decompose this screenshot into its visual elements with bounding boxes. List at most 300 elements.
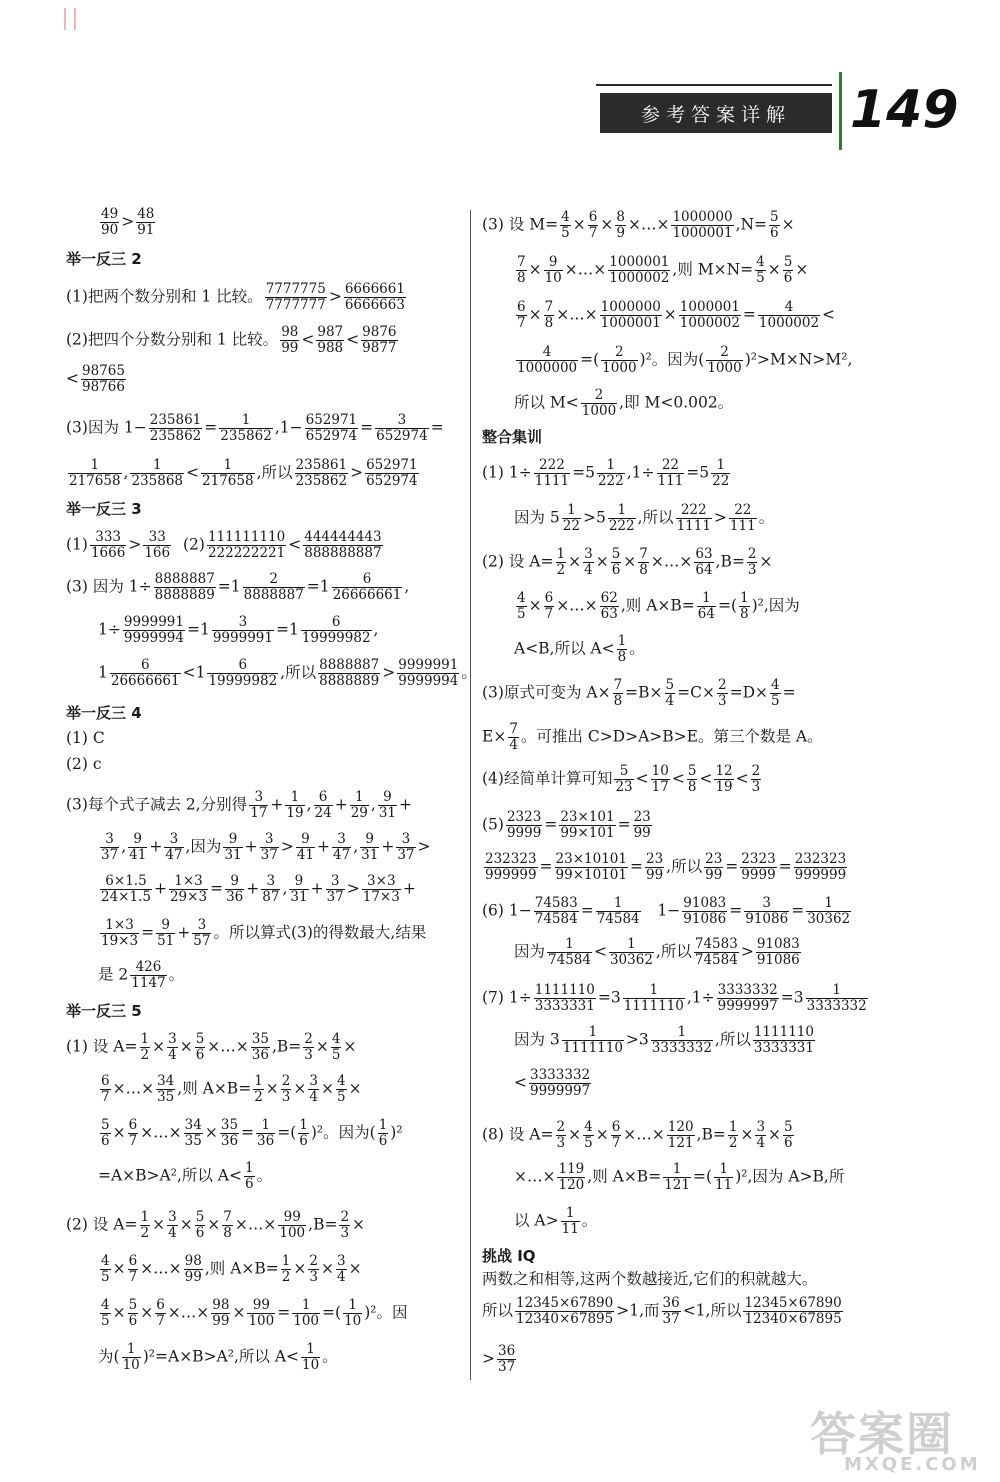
math-text: 所以: [482, 1301, 514, 1320]
math-text: 1: [98, 663, 108, 682]
section-heading: 举一反三 2: [66, 250, 142, 268]
denominator: 99×101: [560, 825, 615, 841]
answer-line: [66, 1032, 356, 1063]
fraction: [100, 1298, 111, 1329]
fraction: [243, 572, 305, 603]
denominator: 2: [281, 1269, 291, 1285]
answer-line: [482, 300, 835, 331]
numerator: 1: [663, 1162, 691, 1178]
fraction: [662, 1296, 681, 1327]
numerator: 7777775: [265, 281, 326, 297]
numerator: 9: [225, 874, 244, 890]
math-text: )²。因为(: [639, 350, 705, 369]
denominator: 22: [712, 473, 730, 489]
denominator: 19999982: [301, 630, 371, 646]
denominator: 235862: [295, 473, 348, 489]
denominator: 11: [715, 1177, 733, 1193]
math-text: ×: [152, 1215, 166, 1234]
denominator: 19: [715, 779, 733, 795]
denominator: 100: [248, 1313, 275, 1329]
fraction: [608, 255, 670, 286]
denominator: 1000: [707, 360, 742, 376]
numerator: 987: [317, 324, 344, 340]
math-text: >1,而: [616, 1301, 660, 1320]
fraction: [581, 388, 617, 419]
numerator: 2: [601, 345, 637, 361]
math-text: +: [381, 837, 395, 856]
math-text: <: [671, 769, 685, 788]
numerator: 5: [783, 254, 793, 270]
denominator: 4: [509, 737, 518, 753]
answer-line: [482, 937, 803, 968]
math-text: ,则 A×B=: [620, 596, 695, 615]
answer-line: [482, 547, 772, 578]
math-text: =: [778, 857, 792, 876]
fraction: [728, 1120, 739, 1151]
fraction: [303, 1032, 314, 1063]
fraction: [249, 790, 268, 821]
math-text: ,则 A×B=: [177, 1079, 252, 1098]
math-text: ×: [112, 1303, 126, 1322]
numerator: 2: [556, 1119, 566, 1135]
fraction: [608, 503, 636, 534]
fraction: [128, 1118, 139, 1149]
math-text: ×…×: [556, 596, 598, 615]
math-text: ×: [265, 1079, 279, 1098]
math-text: ×: [348, 1259, 362, 1278]
numerator: 1: [378, 1117, 388, 1133]
math-text: (3)每个式子减去 2,分别得: [66, 795, 248, 814]
answer-line: [482, 1162, 844, 1193]
math-text: (6) 1−: [482, 901, 532, 920]
numerator: 232323: [794, 851, 847, 867]
fraction: [339, 1210, 350, 1241]
math-text: <: [822, 305, 836, 324]
fraction: [562, 503, 581, 534]
fraction: [534, 458, 570, 489]
denominator: 8888887: [243, 587, 304, 603]
math-text: ×…×: [650, 552, 693, 571]
math-text: 。可推出 C>D>A>B>E。第三个数是 A。: [520, 727, 823, 746]
fraction: [81, 364, 126, 395]
fraction: [770, 678, 781, 709]
answer-line: [66, 1118, 403, 1149]
numerator: 1: [201, 458, 255, 474]
denominator: 4: [584, 562, 593, 578]
fraction: [671, 210, 733, 241]
denominator: 99×10101: [555, 867, 627, 883]
fraction: [195, 1210, 206, 1241]
numerator: 2: [706, 345, 742, 361]
numerator: 2: [304, 1031, 313, 1047]
fraction: [207, 530, 286, 561]
denominator: 91086: [683, 911, 727, 927]
fraction: [140, 1210, 151, 1241]
fraction: [343, 1298, 362, 1329]
denominator: 74584: [596, 911, 640, 927]
numerator: 1: [140, 1209, 150, 1225]
numerator: 1×3: [169, 874, 208, 890]
fraction: [222, 1210, 233, 1241]
math-text: +: [399, 795, 412, 814]
fraction: [617, 634, 628, 665]
math-text: ,所以: [280, 663, 317, 682]
fraction: [663, 1162, 691, 1193]
fraction: [164, 832, 183, 863]
fraction: [149, 413, 203, 444]
fraction: [694, 937, 739, 968]
math-text: (2)把四个分数分别和 1 比较。: [66, 330, 279, 349]
math-text: (3)原式可变为 A×: [482, 683, 611, 702]
numerator: 3: [756, 1119, 766, 1135]
numerator: 2: [581, 388, 617, 404]
numerator: 1: [740, 590, 749, 606]
fraction: [508, 722, 519, 753]
fraction: [289, 874, 308, 905]
numerator: 222: [534, 458, 570, 474]
denominator: 5: [101, 1269, 110, 1285]
math-text: (4)经简单计算可知: [482, 769, 613, 788]
fraction: [682, 896, 727, 927]
edge-marks: [64, 8, 76, 30]
denominator: 3: [717, 693, 727, 709]
math-text: 。所以算式(3)的得数最大,结果: [213, 923, 427, 942]
denominator: 37: [397, 847, 415, 863]
fraction: [704, 852, 723, 883]
denominator: 2: [728, 1135, 738, 1151]
numerator: 3: [332, 832, 351, 848]
answer-line: [66, 530, 385, 561]
math-text: <: [346, 330, 360, 349]
denominator: 29×3: [169, 889, 208, 905]
math-text: =: [617, 815, 631, 834]
numerator: 3: [100, 832, 119, 848]
math-text: 。: [461, 663, 477, 682]
math-text: >: [128, 535, 142, 554]
numerator: 1: [256, 1118, 275, 1134]
numerator: 7: [544, 299, 554, 315]
fraction: [350, 790, 369, 821]
numerator: 48: [137, 206, 155, 222]
answer-line: [66, 207, 157, 238]
fraction: [729, 503, 757, 534]
numerator: 1: [597, 458, 625, 474]
denominator: 3333331: [534, 998, 595, 1014]
fraction: [601, 345, 637, 376]
numerator: 1000001: [679, 299, 740, 315]
denominator: 51: [157, 933, 175, 949]
denominator: 19999982: [208, 673, 278, 689]
answer-line: [482, 1344, 518, 1375]
math-text: ,1÷: [626, 463, 655, 482]
math-text: ×…×: [623, 1125, 665, 1144]
fraction: [156, 918, 175, 949]
denominator: 1000: [602, 360, 637, 376]
denominator: 1000001: [600, 315, 661, 331]
numerator: 7: [639, 546, 648, 562]
math-text: >: [713, 508, 727, 527]
numerator: 7: [613, 677, 623, 693]
fraction: [100, 832, 119, 863]
answer-line: [66, 790, 412, 821]
math-text: <: [593, 942, 607, 961]
math-text: ×: [204, 1123, 218, 1142]
math-text: ,N=: [735, 215, 768, 234]
denominator: 7: [611, 1135, 621, 1151]
answer-line: [66, 572, 409, 603]
denominator: 3: [556, 1135, 566, 1151]
fraction: [122, 1342, 141, 1373]
fraction: [687, 764, 698, 795]
fraction: [100, 1254, 111, 1285]
denominator: 3: [747, 562, 757, 578]
fraction: [583, 1120, 594, 1151]
math-text: >: [328, 287, 342, 306]
answer-line: [482, 458, 732, 489]
answer-line: [482, 678, 796, 709]
numerator: 1: [285, 790, 304, 806]
denominator: 2: [140, 1225, 150, 1241]
fraction: [278, 1210, 306, 1241]
denominator: 9999: [741, 867, 776, 883]
section-title: 参考答案详解: [600, 93, 832, 133]
fraction: [562, 1025, 624, 1056]
numerator: 2: [243, 572, 305, 588]
math-text: =1: [275, 620, 299, 639]
fraction: [484, 852, 538, 883]
math-text: >5: [582, 508, 606, 527]
math-text: ×…×: [514, 1167, 556, 1186]
math-text: (8) 设 A=: [482, 1125, 554, 1144]
fraction: [769, 210, 780, 241]
denominator: 91086: [745, 911, 789, 927]
math-text: ×: [572, 215, 586, 234]
answer-line: [66, 1161, 272, 1192]
denominator: 100: [279, 1225, 306, 1241]
numerator: 426: [130, 960, 166, 976]
denominator: 63: [600, 606, 618, 622]
math-text: A<B,所以 A<: [514, 639, 615, 658]
fraction: [143, 530, 171, 561]
fraction: [667, 1120, 695, 1151]
fraction: [397, 658, 459, 689]
section-heading: 举一反三 5: [66, 1002, 142, 1020]
numerator: 6: [156, 1297, 165, 1313]
fraction: [220, 1118, 239, 1149]
math-text: (1) 1÷: [482, 463, 532, 482]
fraction: [755, 1120, 766, 1151]
numerator: 6: [588, 209, 598, 225]
fraction: [169, 874, 208, 905]
numerator: 4: [101, 1253, 110, 1269]
math-text: (2) 设 A=: [482, 552, 554, 571]
numerator: 1: [806, 896, 851, 912]
denominator: 31: [224, 847, 242, 863]
fraction: [247, 1298, 275, 1329]
fraction: [583, 547, 594, 578]
numerator: 9: [378, 790, 397, 806]
denominator: 1000000: [517, 360, 578, 376]
numerator: 4: [336, 1073, 346, 1089]
fraction: [256, 1118, 275, 1149]
numerator: 3: [326, 874, 345, 890]
fraction: [140, 1032, 151, 1063]
denominator: 37: [260, 847, 278, 863]
math-text: ,则 M×N=: [672, 260, 754, 279]
numerator: 8888887: [319, 657, 380, 673]
denominator: 9999: [506, 825, 542, 841]
denominator: 7: [588, 225, 598, 241]
numerator: 4: [101, 1297, 110, 1313]
answer-line: [66, 1298, 408, 1329]
numerator: 91083: [756, 936, 800, 952]
denominator: 26666661: [332, 587, 402, 603]
fraction: [753, 1025, 815, 1056]
math-text: =3: [597, 988, 621, 1007]
watermark-logo: [810, 1398, 988, 1478]
numerator: 111111110: [207, 529, 286, 545]
numerator: 2: [751, 763, 761, 779]
math-text: ×: [768, 1125, 782, 1144]
fraction: [336, 1074, 347, 1105]
answer-line: (1) C: [66, 729, 105, 747]
denominator: 26666661: [110, 673, 180, 689]
math-text: ×…×: [140, 1123, 182, 1142]
denominator: 35: [157, 1089, 175, 1105]
numerator: 98: [212, 1297, 230, 1313]
fraction: [207, 658, 278, 689]
math-text: ,: [353, 837, 359, 856]
fraction: [316, 325, 344, 356]
denominator: 36: [226, 889, 244, 905]
fraction: [195, 1032, 206, 1063]
numerator: 1: [299, 1117, 308, 1133]
math-text: ,: [121, 837, 127, 856]
fraction: [747, 547, 758, 578]
fraction: [90, 530, 126, 561]
numerator: 1: [697, 591, 716, 607]
denominator: 7: [517, 315, 526, 331]
denominator: 19: [286, 805, 304, 821]
numerator: 1: [350, 790, 369, 806]
math-text: ,B=: [271, 1037, 302, 1056]
math-text: ,所以: [714, 1030, 751, 1049]
fraction: [378, 1118, 389, 1149]
denominator: 6: [195, 1225, 205, 1241]
math-text: ×: [568, 552, 582, 571]
numerator: 62: [600, 590, 618, 606]
denominator: 8: [544, 315, 554, 331]
denominator: 652974: [366, 473, 418, 489]
math-text: =: [241, 1123, 255, 1142]
math-text: ×: [623, 552, 637, 571]
denominator: 1147: [131, 975, 166, 991]
denominator: 6666663: [344, 297, 405, 313]
math-text: =A×B>A²,所以 A<: [98, 1166, 242, 1185]
numerator: 4: [331, 1031, 341, 1047]
math-text: 1÷: [98, 620, 121, 639]
fraction: [365, 458, 419, 489]
math-text: =1: [217, 577, 241, 596]
answer-line: [66, 325, 400, 356]
denominator: 111: [729, 518, 756, 534]
fraction: [638, 547, 649, 578]
math-text: ×: [152, 1037, 166, 1056]
denominator: 6: [611, 562, 621, 578]
fraction: [547, 937, 592, 968]
numerator: 34: [184, 1117, 202, 1133]
numerator: 3: [260, 832, 279, 848]
fraction: [100, 918, 139, 949]
fraction: [281, 1074, 292, 1105]
fraction: [110, 658, 181, 689]
numerator: 63: [695, 546, 713, 562]
fraction: [308, 1254, 319, 1285]
numerator: 3: [164, 832, 183, 848]
math-text: <: [699, 769, 713, 788]
math-text: ×: [759, 552, 773, 571]
fraction: [378, 790, 397, 821]
denominator: 5: [770, 693, 780, 709]
answer-line: [482, 1068, 593, 1099]
math-text: >: [740, 942, 754, 961]
denominator: 8888889: [319, 673, 380, 689]
denominator: 6: [783, 270, 793, 286]
denominator: 222222221: [207, 545, 286, 561]
fraction: [251, 1032, 270, 1063]
fraction: [743, 1296, 842, 1327]
fraction: [706, 345, 742, 376]
answer-line: [482, 764, 763, 795]
math-text: ×…×: [564, 260, 607, 279]
fraction: [298, 1118, 309, 1149]
denominator: 888888887: [304, 545, 382, 561]
answer-line: [482, 210, 795, 241]
math-text: (5): [482, 815, 504, 834]
numerator: 1: [556, 546, 566, 562]
denominator: 999999: [485, 867, 537, 883]
denominator: 6: [245, 1176, 254, 1192]
numerator: 35: [251, 1031, 269, 1047]
math-text: =1: [306, 577, 330, 596]
fraction: [615, 210, 626, 241]
numerator: 6: [207, 658, 278, 674]
math-text: ×: [663, 305, 677, 324]
fraction: [665, 678, 676, 709]
fraction: [497, 1344, 516, 1375]
fraction: [219, 413, 273, 444]
denominator: 1111: [534, 473, 570, 489]
numerator: 5: [687, 763, 697, 779]
math-text: (7) 1÷: [482, 988, 532, 1007]
denominator: 74584: [534, 911, 578, 927]
math-text: ,B=: [696, 1125, 726, 1144]
math-text: ×: [740, 1125, 754, 1144]
answer-line: [482, 1206, 597, 1237]
denominator: 1666: [90, 545, 126, 561]
numerator: 1: [651, 1025, 713, 1041]
denominator: 6: [195, 1047, 205, 1063]
denominator: 17×3: [362, 889, 400, 905]
math-text: =: [729, 901, 743, 920]
math-text: ,所以: [256, 463, 293, 482]
fraction: [614, 764, 633, 795]
math-text: ×: [112, 1259, 126, 1278]
math-text: ,因为: [185, 837, 222, 856]
numerator: 9999991: [123, 614, 184, 630]
answer-line: [482, 1296, 845, 1327]
numerator: 1: [254, 1073, 263, 1089]
